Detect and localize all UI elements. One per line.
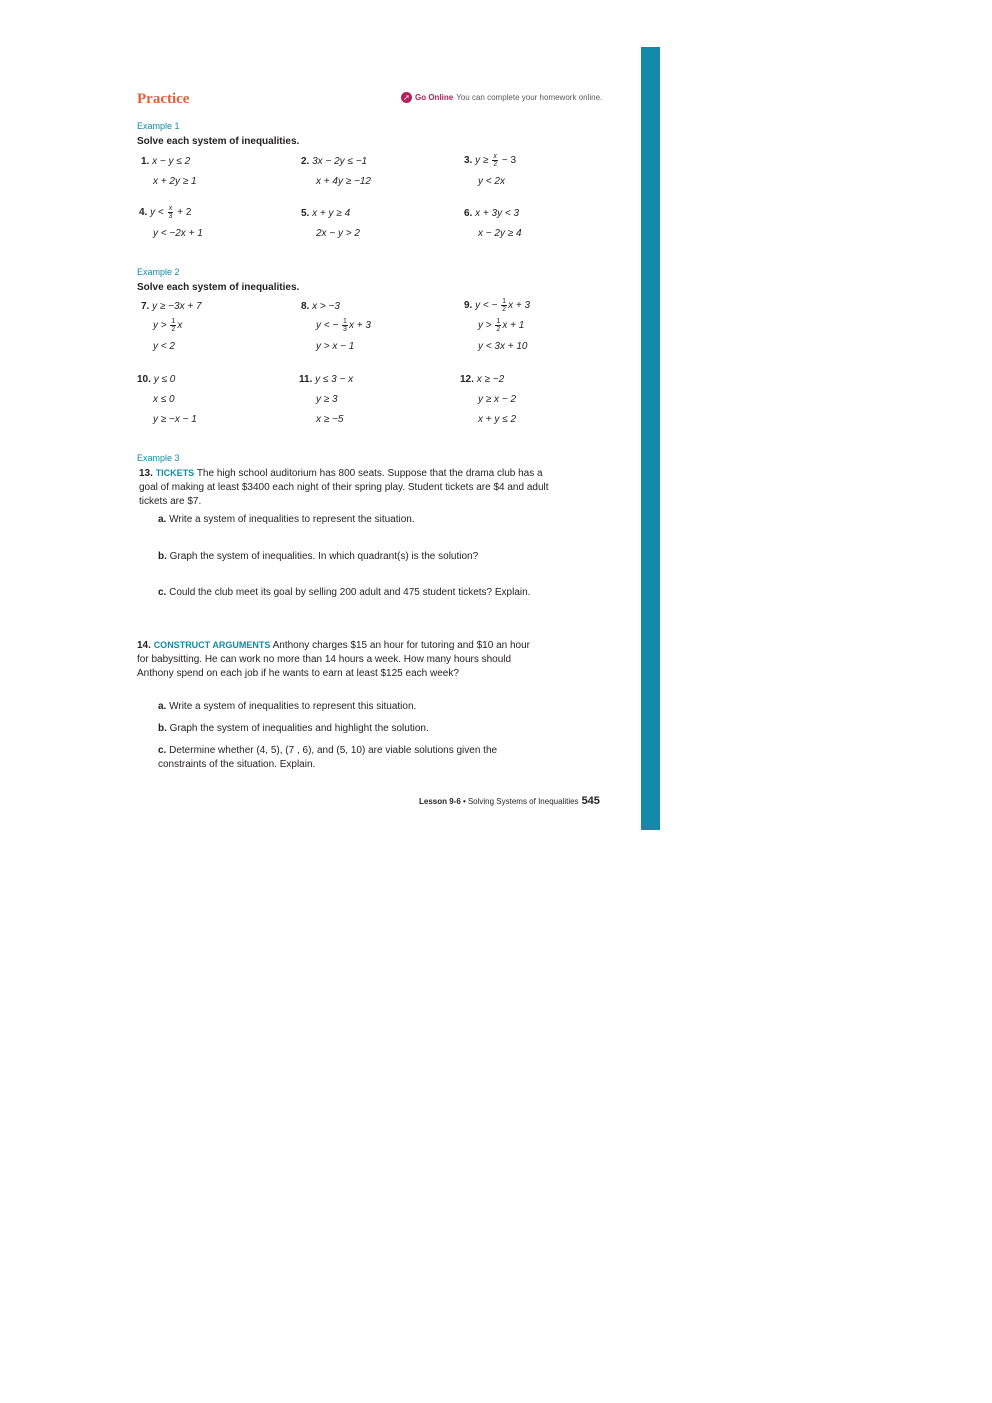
problem-13-text: The high school auditorium has 800 seats. Suppose that the drama club has a goal of making at least $3400 each night of their spring play. Student tickets are $4 and adult tickets are $7. [139,468,549,507]
problem-5: 5. x + y ≥ 4 [301,208,351,219]
problem-7: 7. y ≥ −3x + 7 [141,301,202,312]
footer-lesson: Lesson 9-6 • [419,797,466,806]
problem-13: 13. TICKETS The high school auditorium has 800 seats. Suppose that the drama club has a goal of making at least $3400 each night of their spring play. Student tickets are $4 and adult tickets are $7. [139,468,549,507]
problem-14-part-a: a. Write a system of inequalities to represent this situation. [158,701,417,712]
fraction: $\frac{1}{2}$ [496,318,501,333]
problem-2-line-2: x + 4y ≥ −12 [316,176,371,187]
problem-13-part-b: b. Graph the system of inequalities. In which quadrant(s) is the solution? [158,551,479,562]
go-online-text: You can complete your homework online. [456,93,603,102]
problem-2: 2. 3x − 2y ≤ −1 [301,156,368,167]
page-title: Practice [137,91,190,107]
problem-14-part-b: b. Graph the system of inequalities and highlight the solution. [158,723,429,734]
problem-7-line-2: y > $\frac{1}{2}$ x [153,318,183,333]
problem-10-line-3: y ≥ −x − 1 [153,414,197,425]
problem-12-line-2: y ≥ x − 2 [478,394,517,405]
problem-12-line-3: x + y ≤ 2 [478,414,517,425]
page-footer [419,795,600,807]
problem-8-line-2: y < − $\frac{1}{3}$ x + 3 [316,318,371,333]
problem-14-keyword: CONSTRUCT ARGUMENTS [153,640,271,650]
problem-7-line-3: y < 2 [153,341,175,352]
example-2-instruction: Solve each system of inequalities. [137,282,300,293]
example-2-label: Example 2 [137,267,180,277]
problem-9: 9. y < − $\frac{1}{2}$ x + 3 [464,298,531,313]
fraction: $\frac{1}{2}$ [171,318,176,333]
problem-4: 4. y < $\frac{x}{3}$ + 2 [139,205,192,220]
footer-topic: Solving Systems of Inequalities [467,797,579,806]
problem-14-part-c: c. Determine whether (4, 5), (7 , 6), and (5, 10) are viable solutions given the constraints of the situation. Explain. [158,745,498,770]
example-1-instruction: Solve each system of inequalities. [137,136,300,147]
fraction: $\frac{1}{3}$ [343,318,347,333]
go-online-icon: ➚ [401,92,412,103]
problem-10-line-2: x ≤ 0 [153,394,175,405]
problem-13-part-c: c. Could the club meet its goal by selling 200 adult and 475 student tickets? Explain. [158,587,531,598]
problem-10: 10. y ≤ 0 [137,374,176,385]
problem-13-keyword: TICKETS [155,468,195,478]
fraction: $\frac{x}{3}$ [168,205,173,220]
problem-8-line-3: y > x − 1 [316,341,355,352]
problem-9-line-3: y < 3x + 10 [478,341,528,352]
problem-9-line-2: y > $\frac{1}{2}$ x + 1 [478,318,525,333]
example-3-label: Example 3 [137,453,180,463]
problem-12: 12. x ≥ −2 [460,374,505,385]
problem-6-line-2: x − 2y ≥ 4 [478,228,522,239]
go-online-banner[interactable] [401,92,602,103]
problem-3: 3. y ≥ $\frac{x}{2}$ − 3 [464,153,517,168]
problem-14-text: Anthony charges $15 an hour for tutoring and $10 an hour for babysitting. He can work no more than 14 hours a week. How many hours should Anthony spend on each job if he wants to earn at least $125 each week? [137,640,531,679]
problem-1: 1. x − y ≤ 2 [141,156,191,167]
problem-3-line-2: y < 2x [478,176,505,187]
problem-1-line-2: x + 2y ≥ 1 [153,176,197,187]
problem-11-line-2: y ≥ 3 [316,394,338,405]
fraction: $\frac{1}{2}$ [502,298,507,313]
problem-14: 14. CONSTRUCT ARGUMENTS Anthony charges $15 an hour for tutoring and $10 an hour for babysitting. He can work no more than 14 hours a week. How many hours should Anthony spend on each job if he wants to earn at least $125 each week? [137,640,531,679]
problem-6: 6. x + 3y < 3 [464,208,520,219]
problem-5-line-2: 2x − y > 2 [316,228,360,239]
side-color-bar [641,47,660,830]
problem-11-line-3: x ≥ −5 [316,414,344,425]
problem-13-part-a: a. Write a system of inequalities to represent the situation. [158,514,415,525]
fraction: $\frac{x}{2}$ [493,153,498,168]
page-number: 545 [581,795,600,807]
problem-4-line-2: y < −2x + 1 [153,228,203,239]
problem-11: 11. y ≤ 3 − x [299,374,354,385]
example-1-label: Example 1 [137,121,180,131]
problem-8: 8. x > −3 [301,301,340,312]
go-online-label[interactable]: Go Online [415,93,454,102]
